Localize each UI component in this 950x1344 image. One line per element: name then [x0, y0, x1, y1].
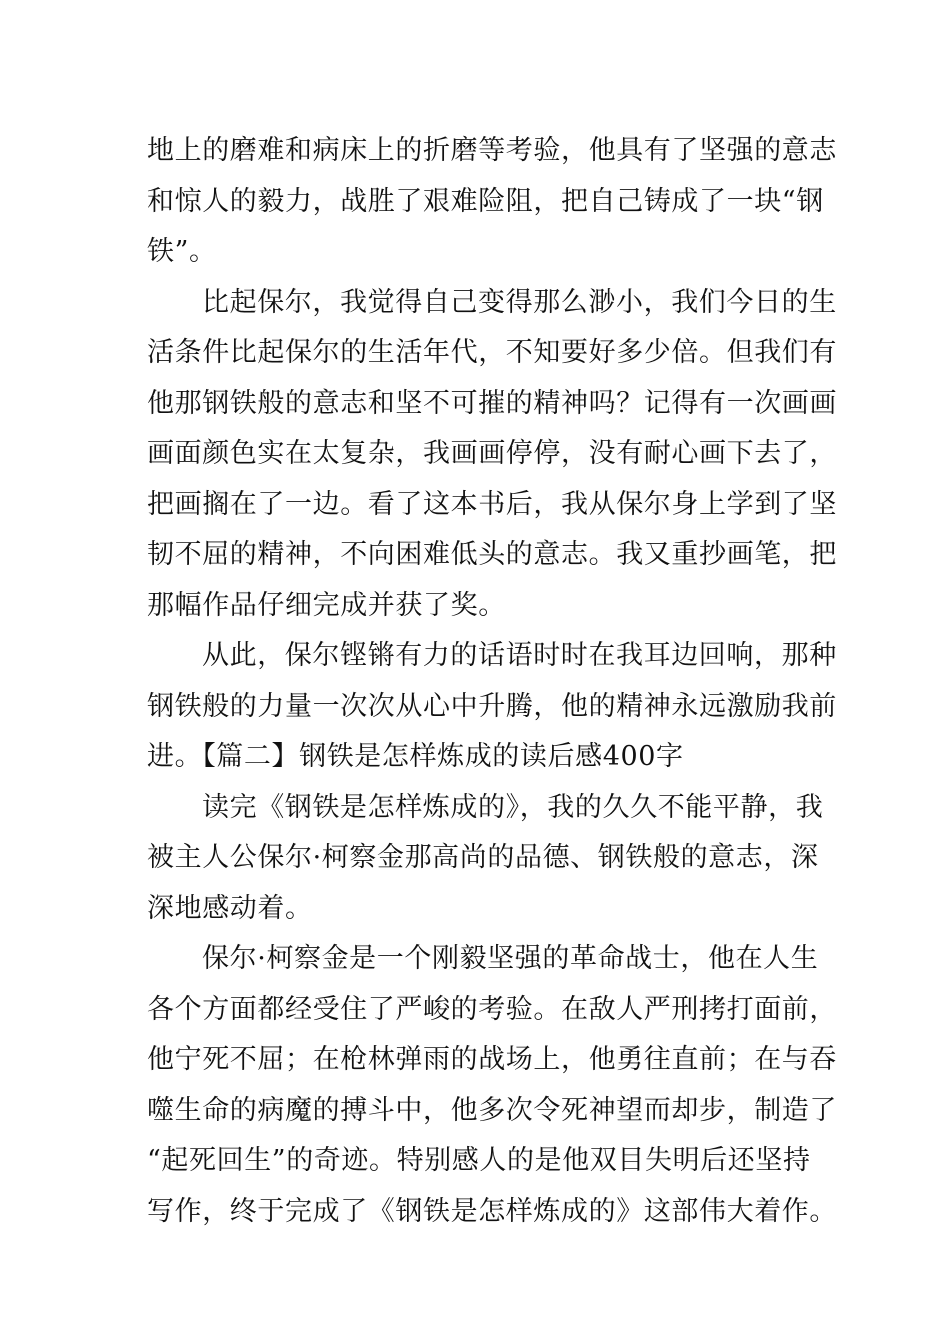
text-line: 被主人公保尔·柯察金那高尚的品德、钢铁般的意志，深 — [147, 842, 819, 873]
text-line: 画面颜色实在太复杂，我画画停停，没有耐心画下去了， — [147, 438, 837, 469]
text-line: 钢铁般的力量一次次从心中升腾，他的精神永远激励我前 — [147, 690, 837, 722]
text-line: 韧不屈的精神，不向困难低头的意志。我又重抄画笔，把 — [147, 539, 837, 570]
section-heading-line: 进。【篇二】钢铁是怎样炼成的读后感400字 — [147, 741, 684, 772]
paragraph-start-line: 读完《钢铁是怎样炼成的》，我的久久不能平静，我 — [202, 791, 824, 823]
text-line: 噬生命的病魔的搏斗中，他多次令死神望而却步，制造了 — [147, 1094, 837, 1126]
paragraph-start-line: 保尔·柯察金是一个刚毅坚强的革命战士，他在人生 — [202, 943, 819, 974]
body-text — [147, 126, 837, 1237]
text-line: 他那钢铁般的意志和坚不可摧的精神吗？记得有一次画画 — [147, 387, 837, 419]
text-line: 各个方面都经受住了严峻的考验。在敌人严刑拷打面前， — [147, 993, 837, 1025]
text-line: 那幅作品仔细完成并获了奖。 — [147, 589, 506, 621]
text-line: 地上的磨难和病床上的折磨等考验，他具有了坚强的意志 — [147, 135, 837, 166]
text-line: 他宁死不屈；在枪林弹雨的战场上，他勇往直前；在与吞 — [147, 1044, 837, 1075]
text-line: “起死回生”的奇迹。特别感人的是他双目失明后还坚持 — [147, 1145, 811, 1176]
text-line: 和惊人的毅力，战胜了艰难险阻，把自己铸成了一块“钢 — [147, 185, 824, 217]
paragraph-start-line: 比起保尔，我觉得自己变得那么渺小，我们今日的生 — [202, 286, 837, 318]
text-line: 把画搁在了一边。看了这本书后，我从保尔身上学到了坚 — [147, 488, 837, 520]
text-line: 深地感动着。 — [147, 892, 313, 924]
text-line: 活条件比起保尔的生活年代，不知要好多少倍。但我们有 — [147, 337, 837, 368]
text-line: 铁”。 — [147, 236, 217, 267]
text-line: 写作，终于完成了《钢铁是怎样炼成的》这部伟大着作。 — [147, 1195, 837, 1227]
paragraph-start-line: 从此，保尔铿锵有力的话语时时在我耳边回响，那种 — [202, 640, 837, 671]
